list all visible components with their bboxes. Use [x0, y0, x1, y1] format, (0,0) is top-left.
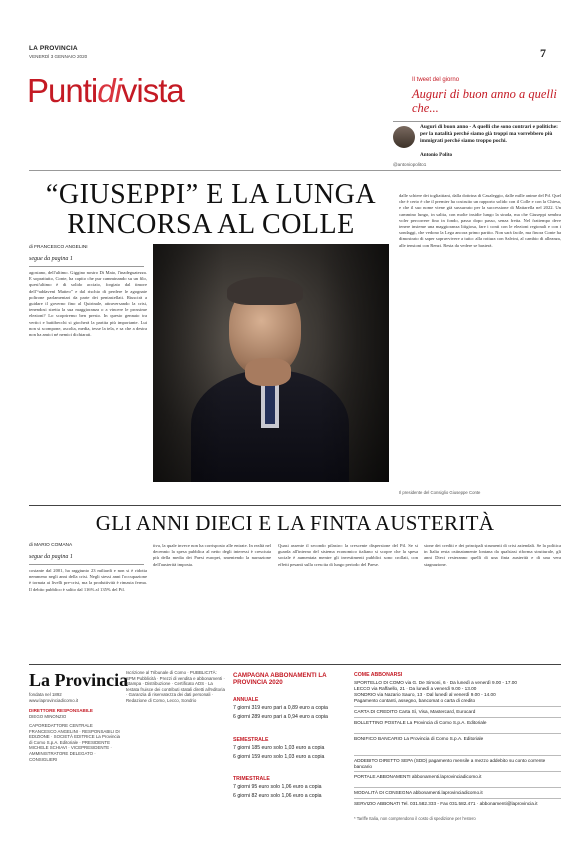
footer-logo: La Provincia: [29, 670, 129, 690]
semestrale-row-1: 7 giorni 185 euro solo 1,03 euro a copia: [233, 745, 325, 751]
bonifico: BONIFICO BANCARIO La Provincia di Como S.p.A. Editoriale: [354, 736, 484, 741]
divider: [354, 771, 561, 772]
article1-byline: di FRANCESCO ANGELINI: [29, 245, 88, 250]
divider: [354, 717, 561, 718]
footer-text-b: Iscrizione al Tribunale di Como · PUBBLICITÀ: SPM Pubblicità · Prezzi di vendita e abbonamenti · Stampa · Distribuzione · Certificato ADS · La testata fruisce dei contributi statali diretti all'editoria · Garanzia di riservatezza dei dati personali · Redazione di Como, Lecco, Sondrio: [126, 670, 225, 703]
divider: [29, 170, 561, 171]
divider: [29, 505, 561, 506]
tweet-signature: Antonio Polito: [420, 152, 453, 158]
director-name: DIEGO MINONZIO: [29, 714, 67, 719]
tweet-handle: @antoniopolito1: [393, 162, 427, 167]
section-title-part2: di: [97, 72, 121, 109]
footer-subtitle: fondata nel 1892: [29, 692, 62, 697]
semestrale-label: SEMESTRALE: [233, 737, 269, 743]
servizio-abbonati: SERVIZIO ABBONATI Tel. 031.582.333 - Fax 031.582.471 · abbonamenti@laprovincia.it: [354, 801, 538, 806]
article1-segue: segue da pagina 1: [29, 256, 73, 262]
article1-col1: agostano, dell'ultimo. Giggino nostro Di Maio, l'inadeguatezza. E soprattutto, Conte, ha capito che pur camminando su un filo, quest'ultimo è di solido acciaio, forgiato dal timore dell'“addavenì Matteo” e dal rischio di perdere le agognate poltrone parlamentari da parte dei pentastellati. Riuscirà a guidare il governo fino al Quirinale, attraversando la crisi, tenendosi stretta la sua maggioranza o a vincere le prossime elezioni? Lo scopriremo ben presto. In questo gennaio tra vertici e battibecchi si giocherà la partita più importante. Lui non si scompone, ascolta, media, tesse la tela, e sa che a destra non ha amici né nemici dichiarati.: [29, 270, 147, 338]
divider: [354, 733, 561, 734]
pagamento: Pagamento contanti, assegno, bancomat o carta di credito: [354, 698, 476, 703]
article2-segue: segue da pagina 1: [29, 554, 73, 560]
annuale-row-1: 7 giorni 319 euro pari a 0,89 euro a copia: [233, 705, 328, 711]
annuale-label: ANNUALE: [233, 697, 259, 703]
footer-text-a: CAPOREDATTORE CENTRALE FRANCESCO ANGELINI · RESPONSABILI DI EDIZIONE · SOCIETÀ EDITRICE La Provincia di Como S.p.A. Editoriale · PRESIDENTE MICHELE SCHIAVI · VICEPRESIDENTE · AMMINISTRATORE DELEGATO · CONSIGLIERI: [29, 723, 121, 762]
article2-col2: tiva, la quale invece non ha corrisposto alle entrate. In realtà nel decennio la spesa pubblica al netto degli interessi è cresciuta più della media dei Paesi europei, smentendo la narrazione dell'austerità imposta.: [153, 543, 271, 567]
article2-title: GLI ANNI DIECI E LA FINTA AUSTERITÀ: [95, 511, 495, 535]
footer-note: * Tariffe Italia, non comprendono il costo di spedizione per l'estero: [354, 816, 476, 821]
director-label: DIRETTORE RESPONSABILE: [29, 708, 93, 713]
divider: [393, 121, 561, 122]
article2-col4: sione dei crediti e dei principali strumenti di crisi aziendali. Se la politica in Italia resta ostinatamente lontana da qualsiasi riforma strutturale, gli anni Dieci resteranno quelli di una finta austerità e di una vera stagnazione.: [424, 543, 561, 567]
divider: [29, 564, 144, 565]
divider: [354, 755, 561, 756]
section-title-part1: Punti: [27, 72, 98, 109]
article1-photo: [153, 244, 389, 482]
modalita-consegna: MODALITÀ DI CONSEGNA abbonamenti.laprovinciadicomo.it: [354, 790, 483, 795]
avatar: [393, 126, 415, 148]
tweet-label: Il tweet del giorno: [412, 77, 460, 83]
photo-caption: Il presidente del Consiglio Giuseppe Conte: [399, 490, 481, 495]
trimestrale-row-1: 7 giorni 95 euro solo 1,06 euro a copia: [233, 784, 322, 790]
addebito-sepa: ADDEBITO DIRETTO SEPA (SDD) pagamento mensile a mezzo addebito su conto corrente bancario: [354, 758, 546, 770]
article2-col3: Quasi assente il secondo pilastro: la crescente dispersione del Pil. Se si guarda all'interno del sistema economico italiano si scopre che la spesa sociale è aumentata mentre gli investimenti pubblici sono crollati, con effetti pesanti sulla crescita di lungo periodo del Paese.: [278, 543, 418, 567]
article2-col1: costante dal 2001, ha raggiunto 23 miliardi e non si è ridotta nemmeno negli anni della crisi. Negli stessi anni l'occupazione è tornata ai livelli pre-crisi, ma la produttività è rimasta ferma. Il debito pubblico è salito dal 116% al 135% del Pil.: [29, 568, 147, 592]
bollettino: BOLLETTINO POSTALE La Provincia di Como S.p.A. Editoriale: [354, 720, 487, 725]
trimestrale-label: TRIMESTRALE: [233, 776, 270, 782]
trimestrale-row-2: 6 giorni 82 euro solo 1,06 euro a copia: [233, 793, 322, 799]
section-title-part3: vista: [120, 72, 184, 109]
masthead-date: VENERDÌ 3 GENNAIO 2020: [29, 54, 88, 59]
sportello-sondrio: SONDRIO via Nazario Sauro, 13 · Dal lunedì al venerdì 9.00 - 14.00: [354, 692, 496, 697]
masthead-paper: LA PROVINCIA: [29, 45, 78, 52]
divider: [29, 266, 144, 267]
portale-abbonamenti[interactable]: PORTALE ABBONAMENTI abbonamenti.laprovinciadicomo.it: [354, 774, 482, 779]
come-abbonarsi-title: COME ABBONARSI: [354, 672, 403, 678]
article1-title: “GIUSEPPI” E LA LUNGA RINCORSA AL COLLE: [45, 179, 377, 240]
tweet-quote: Auguri di buon anno a quelli che...: [412, 87, 557, 115]
vignette: [153, 244, 389, 482]
footer-web[interactable]: www.laprovinciadicomo.it: [29, 698, 79, 703]
campaign-title: CAMPAGNA ABBONAMENTI LA PROVINCIA 2020: [233, 672, 327, 687]
sportello-como: SPORTELLO DI COMO via G. De Simoni, 6 · Da lunedì a venerdì 9.00 - 17.00: [354, 680, 518, 685]
divider: [354, 706, 561, 707]
sportello-lecco: LECCO via Raffaello, 21 · Da lunedì a venerdì 9.00 - 13.00: [354, 686, 477, 691]
divider: [29, 664, 561, 665]
article2-byline: di MARIO COMANA: [29, 543, 73, 548]
page-number: 7: [540, 46, 546, 60]
carta-credito: CARTA DI CREDITO Carta Sì, Visa, Mastercard, Eurocard: [354, 709, 476, 714]
section-title: [27, 72, 184, 114]
tweet-text: Auguri di buon anno - A quelli che sono contrari e politiche: per la natalità perché siamo già troppi ma vorrebbero più immigrati perché siamo troppo pochi.: [420, 124, 558, 144]
article1-col3: dalle schiere dei togliattiani, dalla dottrina di Casaleggio, dalle mille anime del Pd. Quel che è certo è che il premier ha costruito un rapporto solido con il Colle e con la Chiesa, e che il suo nome viene già sussurrato per la successione di Mattarella nel 2022. Un cammino lungo, in salita, con molte insidie lungo la strada, ma che Giuseppi sembra voler percorrere fino in fondo, passo dopo passo, senza fretta. Nel frattempo deve tenere insieme una maggioranza litigiosa, fare i conti con le elezioni regionali e con i sondaggi, che vedono la Lega ancora primo partito. Non sarà facile, ma finora Conte ha dimostrato di saper sopravvivere a tutto: alla rottura con Salvini, al cambio di alleanza, alle tensioni con Renzi. Resta da vedere se basterà.: [399, 193, 561, 248]
annuale-row-2: 6 giorni 289 euro pari a 0,94 euro a copia: [233, 714, 328, 720]
semestrale-row-2: 6 giorni 159 euro solo 1,03 euro a copia: [233, 754, 325, 760]
divider: [354, 787, 561, 788]
divider: [354, 798, 561, 799]
